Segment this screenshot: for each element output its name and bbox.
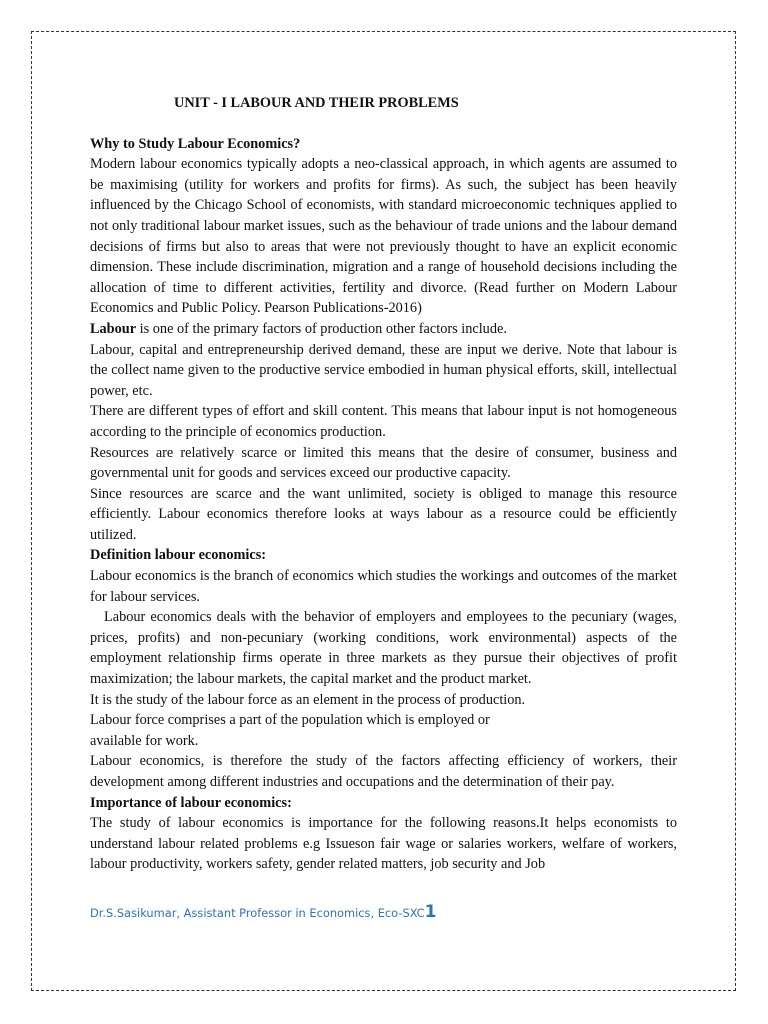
paragraph-capital: Labour, capital and entrepreneurship derived demand, these are input we derive. Note that labour is the collect name given to the productive service embodied in human physical efforts, skill, intellectual power, etc. [90,341,677,399]
paragraph-labour-definition [90,319,677,340]
paragraph-importance: The study of labour economics is importance for the following reasons.It helps economists to understand labour related problems e.g Issueson fair wage or salaries workers, welfare of workers, labour productivity, workers safety, gender related matters, job security and Job [90,815,677,873]
page-number: 1 [424,902,437,922]
page-footer [90,902,436,922]
document-title: UNIT - I LABOUR AND THEIR PROBLEMS [174,95,459,111]
heading-definition: Definition labour economics: [90,547,267,564]
paragraph-types: There are different types of effort and skill content. This means that labour input is not homogeneous according to the principle of economics production. [90,403,677,440]
labour-bold-term: Labour [90,320,137,337]
paragraph-study: It is the study of the labour force as an element in the process of production. [90,691,526,708]
paragraph-since: Since resources are scarce and the want unlimited, society is obliged to manage this resource efficiently. Labour economics therefore looks at ways labour as a resource could be efficiently utilized. [90,485,677,543]
document-body [90,93,677,875]
footer-author: Dr.S.Sasikumar, Assistant Professor in Economics, Eco-SXC [90,906,425,920]
paragraph-therefore: Labour economics, is therefore the study of the factors affecting efficiency of workers, their development among different industries and occupations and the determination of their pay. [90,753,677,790]
heading-why-study: Why to Study Labour Economics? [90,135,301,152]
paragraph-force-line-2: available for work. [90,732,199,749]
paragraph-deals: Labour economics deals with the behavior of employers and employees to the pecuniary (wages, prices, profits) and non-pecuniary (working conditions, work environmental) aspects of the employment relationship firms operate in three markets as they pursue their objectives of profit maximization; the labour markets, the capital market and the product market. [90,609,677,688]
paragraph-modern-labour: Modern labour economics typically adopts a neo-classical approach, in which agents are assumed to be maximising (utility for workers and profits for firms). As such, the subject has been heavily influenced by the Chicago School of economists, with standard microeconomic techniques applied to not only traditional labour market issues, such as the behaviour of trade unions and the labour demand decisions of firms but also to areas that were not previously thought to have an explicit economic dimension. These include discrimination, migration and a range of household decisions including the allocation of time to different activities, fertility and divorce. (Read further on Modern Labour Economics and Public Policy. Pearson Publications-2016) [90,156,677,317]
paragraph-force-line-1: Labour force comprises a part of the population which is employed or [90,712,490,729]
paragraph-resources: Resources are relatively scarce or limited this means that the desire of consumer, business and governmental unit for goods and services exceed our productive capacity. [90,444,677,482]
paragraph-branch: Labour economics is the branch of economics which studies the workings and outcomes of the market for labour services. [90,568,677,605]
heading-importance: Importance of labour economics: [90,794,292,811]
labour-definition-text: is one of the primary factors of production other factors include. [136,320,507,337]
